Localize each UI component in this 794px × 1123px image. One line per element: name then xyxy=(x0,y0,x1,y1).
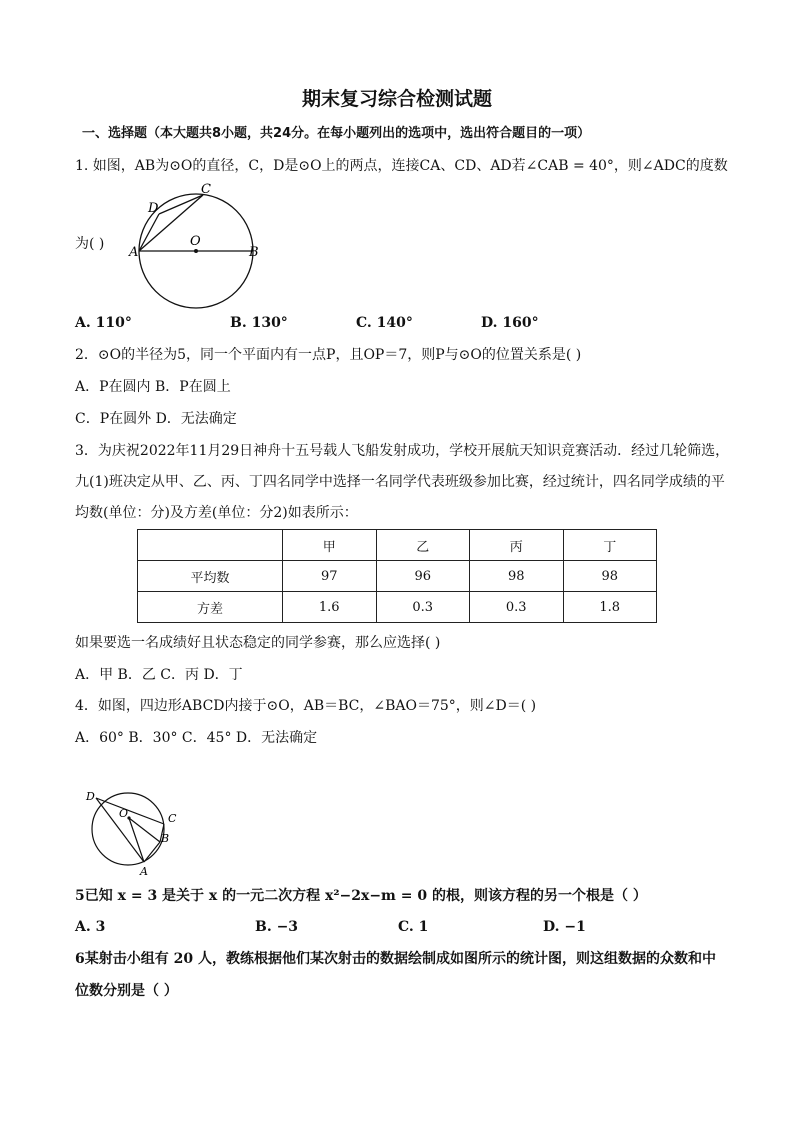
q1-label-o: O xyxy=(190,234,201,249)
q3-score-table xyxy=(137,529,657,623)
q4-chord-ba xyxy=(144,842,160,862)
table-cell: 平均数 xyxy=(138,561,283,592)
table-cell: 0.3 xyxy=(376,592,470,623)
table-header-cell: 丁 xyxy=(563,530,657,561)
q3-options: A．甲 B．乙 C．丙 D．丁 xyxy=(75,667,243,683)
q5-option-a: A. 3 xyxy=(75,919,106,935)
q1-stem-continued: 为( ) xyxy=(75,236,105,252)
q1-stem: 1. 如图，AB为⊙O的直径，C，D是⊙O上的两点，连接CA、CD、AD若∠CAB = 40°，则∠ADC的度数 xyxy=(75,158,728,174)
q1-label-c: C xyxy=(201,182,211,197)
q3-question: 如果要选一名成绩好且状态稳定的同学参赛，那么应选择( ) xyxy=(75,635,441,651)
table-header-cell: 乙 xyxy=(376,530,470,561)
q1-label-d: D xyxy=(148,201,159,216)
table-cell: 1.6 xyxy=(283,592,377,623)
q6-stem-line1: 6某射击小组有 20 人，教练根据他们某次射击的数据绘制成如图所示的统计图，则这组数据的众数和中 xyxy=(75,951,716,967)
q5-option-c: C. 1 xyxy=(398,919,429,935)
q1-option-b: B. 130° xyxy=(230,315,288,331)
q4-circle-figure xyxy=(84,780,194,880)
q1-option-d: D. 160° xyxy=(481,315,539,331)
table-cell: 0.3 xyxy=(470,592,564,623)
q4-label-b: B xyxy=(161,832,170,845)
q1-label-b: B xyxy=(249,245,259,260)
q1-label-a: A xyxy=(129,245,139,260)
q3-stem-line1: 3．为庆祝2022年11月29日神舟十五号载人飞船发射成功，学校开展航天知识竞赛活动．经过几轮筛选， xyxy=(75,443,730,459)
q1-option-a: A. 110° xyxy=(75,315,132,331)
table-cell: 98 xyxy=(470,561,564,592)
q4-options: A．60° B．30° C．45° D．无法确定 xyxy=(75,730,318,746)
table-cell: 97 xyxy=(283,561,377,592)
page-title: 期末复习综合检测试题 xyxy=(301,88,492,110)
table-row xyxy=(138,592,657,623)
q4-label-o: O xyxy=(119,807,129,820)
q4-label-c: C xyxy=(168,812,177,825)
q5-option-d: D. −1 xyxy=(543,919,586,935)
table-cell: 方差 xyxy=(138,592,283,623)
table-header-cell: 丙 xyxy=(470,530,564,561)
q2-options-line2: C．P在圆外 D．无法确定 xyxy=(75,411,237,427)
q3-stem-line3: 均数(单位：分)及方差(单位：分2)如表所示： xyxy=(75,505,358,521)
table-cell: 96 xyxy=(376,561,470,592)
q4-radius-oa xyxy=(129,818,144,862)
q4-label-d: D xyxy=(86,790,95,803)
q1-circle-figure xyxy=(126,180,276,310)
q5-stem: 5已知 x = 3 是关于 x 的一元二次方程 x²−2x−m = 0 的根，则该方程的另一个根是（ ） xyxy=(75,888,647,904)
q3-stem-line2: 九(1)班决定从甲、乙、丙、丁四名同学中选择一名同学代表班级参加比赛，经过统计，四名同学成绩的平 xyxy=(75,474,725,490)
q4-label-a: A xyxy=(140,865,148,878)
q2-options-line1: A．P在圆内 B．P在圆上 xyxy=(75,379,231,395)
q2-stem: 2．⊙O的半径为5，同一个平面内有一点P，且OP＝7，则P与⊙O的位置关系是( ) xyxy=(75,347,582,363)
table-header-cell xyxy=(138,530,283,561)
q1-option-c: C. 140° xyxy=(356,315,413,331)
q1-center-dot xyxy=(194,249,198,253)
q1-chord-cd xyxy=(159,195,203,214)
q4-stem: 4．如图，四边形ABCD内接于⊙O，AB＝BC，∠BAO＝75°，则∠D＝( ) xyxy=(75,698,537,714)
table-header-row xyxy=(138,530,657,561)
table-row xyxy=(138,561,657,592)
q5-option-b: B. −3 xyxy=(255,919,299,935)
table-cell: 1.8 xyxy=(563,592,657,623)
section-heading-choice: 一、选择题（本大题共8小题，共24分。在每小题列出的选项中，选出符合题目的一项） xyxy=(82,126,591,141)
q4-circle xyxy=(92,793,164,865)
table-header-cell: 甲 xyxy=(283,530,377,561)
q6-stem-line2: 位数分别是（ ） xyxy=(75,983,178,999)
table-cell: 98 xyxy=(563,561,657,592)
